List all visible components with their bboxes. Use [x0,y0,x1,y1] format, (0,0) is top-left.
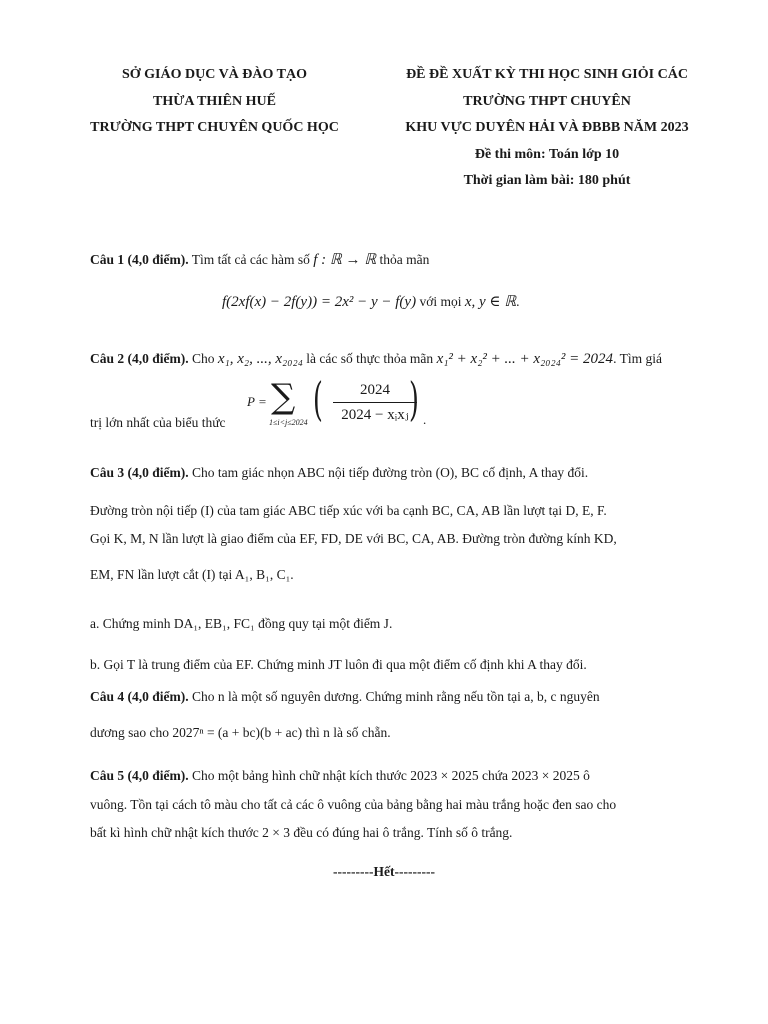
fraction-numerator: 2024 [360,382,390,398]
question-4-line-2: dương sao cho 2027ⁿ = (a + bc)(b + ac) thì n là số chẵn. [90,725,391,740]
question-1-with-all: với mọi [416,294,465,309]
question-2-text-c: . Tìm giá [613,351,662,366]
question-1-function: f : ℝ → ℝ [313,252,377,268]
left-parenthesis: ( [313,372,323,426]
question-3-label: Câu 3 (4,0 điểm). [90,465,189,480]
fraction [333,380,417,425]
question-1-equation: f(2xf(x) − 2f(y)) = 2x² − y − f(y) [222,294,417,310]
question-5-line-1 [90,767,690,785]
right-parenthesis: ) [409,372,419,426]
department-name: SỞ GIÁO DỤC VÀ ĐÀO TẠO [121,67,307,82]
question-4-text-1: Cho n là một số nguyên dương. Chứng minh rằng nếu tồn tại a, b, c nguyên [188,689,600,704]
question-5-label: Câu 5 (4,0 điểm). [90,768,189,783]
province-name: THỪA THIÊN HUẾ [153,93,276,109]
question-1-label: Câu 1 (4,0 điểm). [90,252,189,267]
question-1-text: Tìm tất cả các hàm số [188,252,314,267]
question-2-condition: x₁² + x₂² + ... + x₂₀₂₄² = 2024 [436,351,614,367]
exam-duration: Thời gian làm bài: 180 phút [463,173,631,188]
exam-title-line-2: TRƯỜNG THPT CHUYÊN [463,93,631,109]
question-4-line-1 [90,688,690,706]
formula-p-label: P = [247,394,267,409]
question-1-prompt [90,251,690,269]
question-4-label: Câu 4 (4,0 điểm). [90,689,189,704]
question-2-prompt [90,350,710,368]
summation-index: 1≤i<j≤2024 [269,418,308,427]
exam-title-line-3: KHU VỰC DUYÊN HẢI VÀ ĐBBB NĂM 2023 [405,120,689,135]
fraction-denominator: 2024 − xᵢxⱼ [341,407,409,423]
question-5-line-2: vuông. Tồn tại cách tô màu cho tất cả các ô vuông của bảng bằng hai màu trắng hoặc đen sao cho [90,797,617,812]
question-3-part-b: b. Gọi T là trung điểm của EF. Chứng minh JT luôn đi qua một điểm cố định khi A thay đổi. [90,657,587,672]
question-1-text-end: thỏa mãn [376,252,430,267]
question-2-line-2: trị lớn nhất của biểu thức [90,415,226,430]
end-marker: ---------Hết--------- [333,864,435,879]
question-5-text-1: Cho một bảng hình chữ nhật kích thước 2023 × 2025 chứa 2023 × 2025 ô [188,768,590,783]
header-right [388,62,706,195]
question-2-text-b: là các số thực thỏa mãn [302,351,437,366]
question-3-line-1 [90,464,690,482]
question-1-equation-line [222,292,520,311]
question-3-part-a: a. Chứng minh DA₁, EB₁, FC₁ đồng quy tại một điểm J. [90,616,393,631]
question-5-line-3: bất kì hình chữ nhật kích thước 2 × 3 đều có đúng hai ô trắng. Tính số ô trắng. [90,825,513,840]
question-2-variables: x₁, x₂, ..., x₂₀₂₄ [217,351,303,367]
exam-subject: Đề thi môn: Toán lớp 10 [474,146,620,162]
question-2-formula [245,374,425,436]
header-left [62,62,367,142]
school-name: TRƯỜNG THPT CHUYÊN QUỐC HỌC [90,120,339,135]
exam-title-line-1: ĐỀ ĐỀ XUẤT KỲ THI HỌC SINH GIỎI CÁC [406,67,688,82]
question-3-line-3: Gọi K, M, N lần lượt là giao điểm của EF, FD, DE với BC, CA, AB. Đường tròn đường kính KD, [90,531,617,546]
formula-period: . [423,412,427,427]
question-3-line-4: EM, FN lần lượt cắt (I) tại A₁, B₁, C₁. [90,567,294,582]
question-1-domain: x, y ∈ ℝ [464,294,517,310]
question-2-text-a: Cho [188,351,218,366]
question-3-text-1: Cho tam giác nhọn ABC nội tiếp đường tròn (O), BC cố định, A thay đổi. [188,465,589,480]
question-3-line-2: Đường tròn nội tiếp (I) của tam giác ABC tiếp xúc với ba cạnh BC, CA, AB lần lượt tại D, E, F. [90,503,607,518]
fraction-bar [333,402,417,403]
question-1-period: . [516,294,520,309]
question-2-label: Câu 2 (4,0 điểm). [90,351,189,366]
summation-sign: ∑ [271,377,296,417]
